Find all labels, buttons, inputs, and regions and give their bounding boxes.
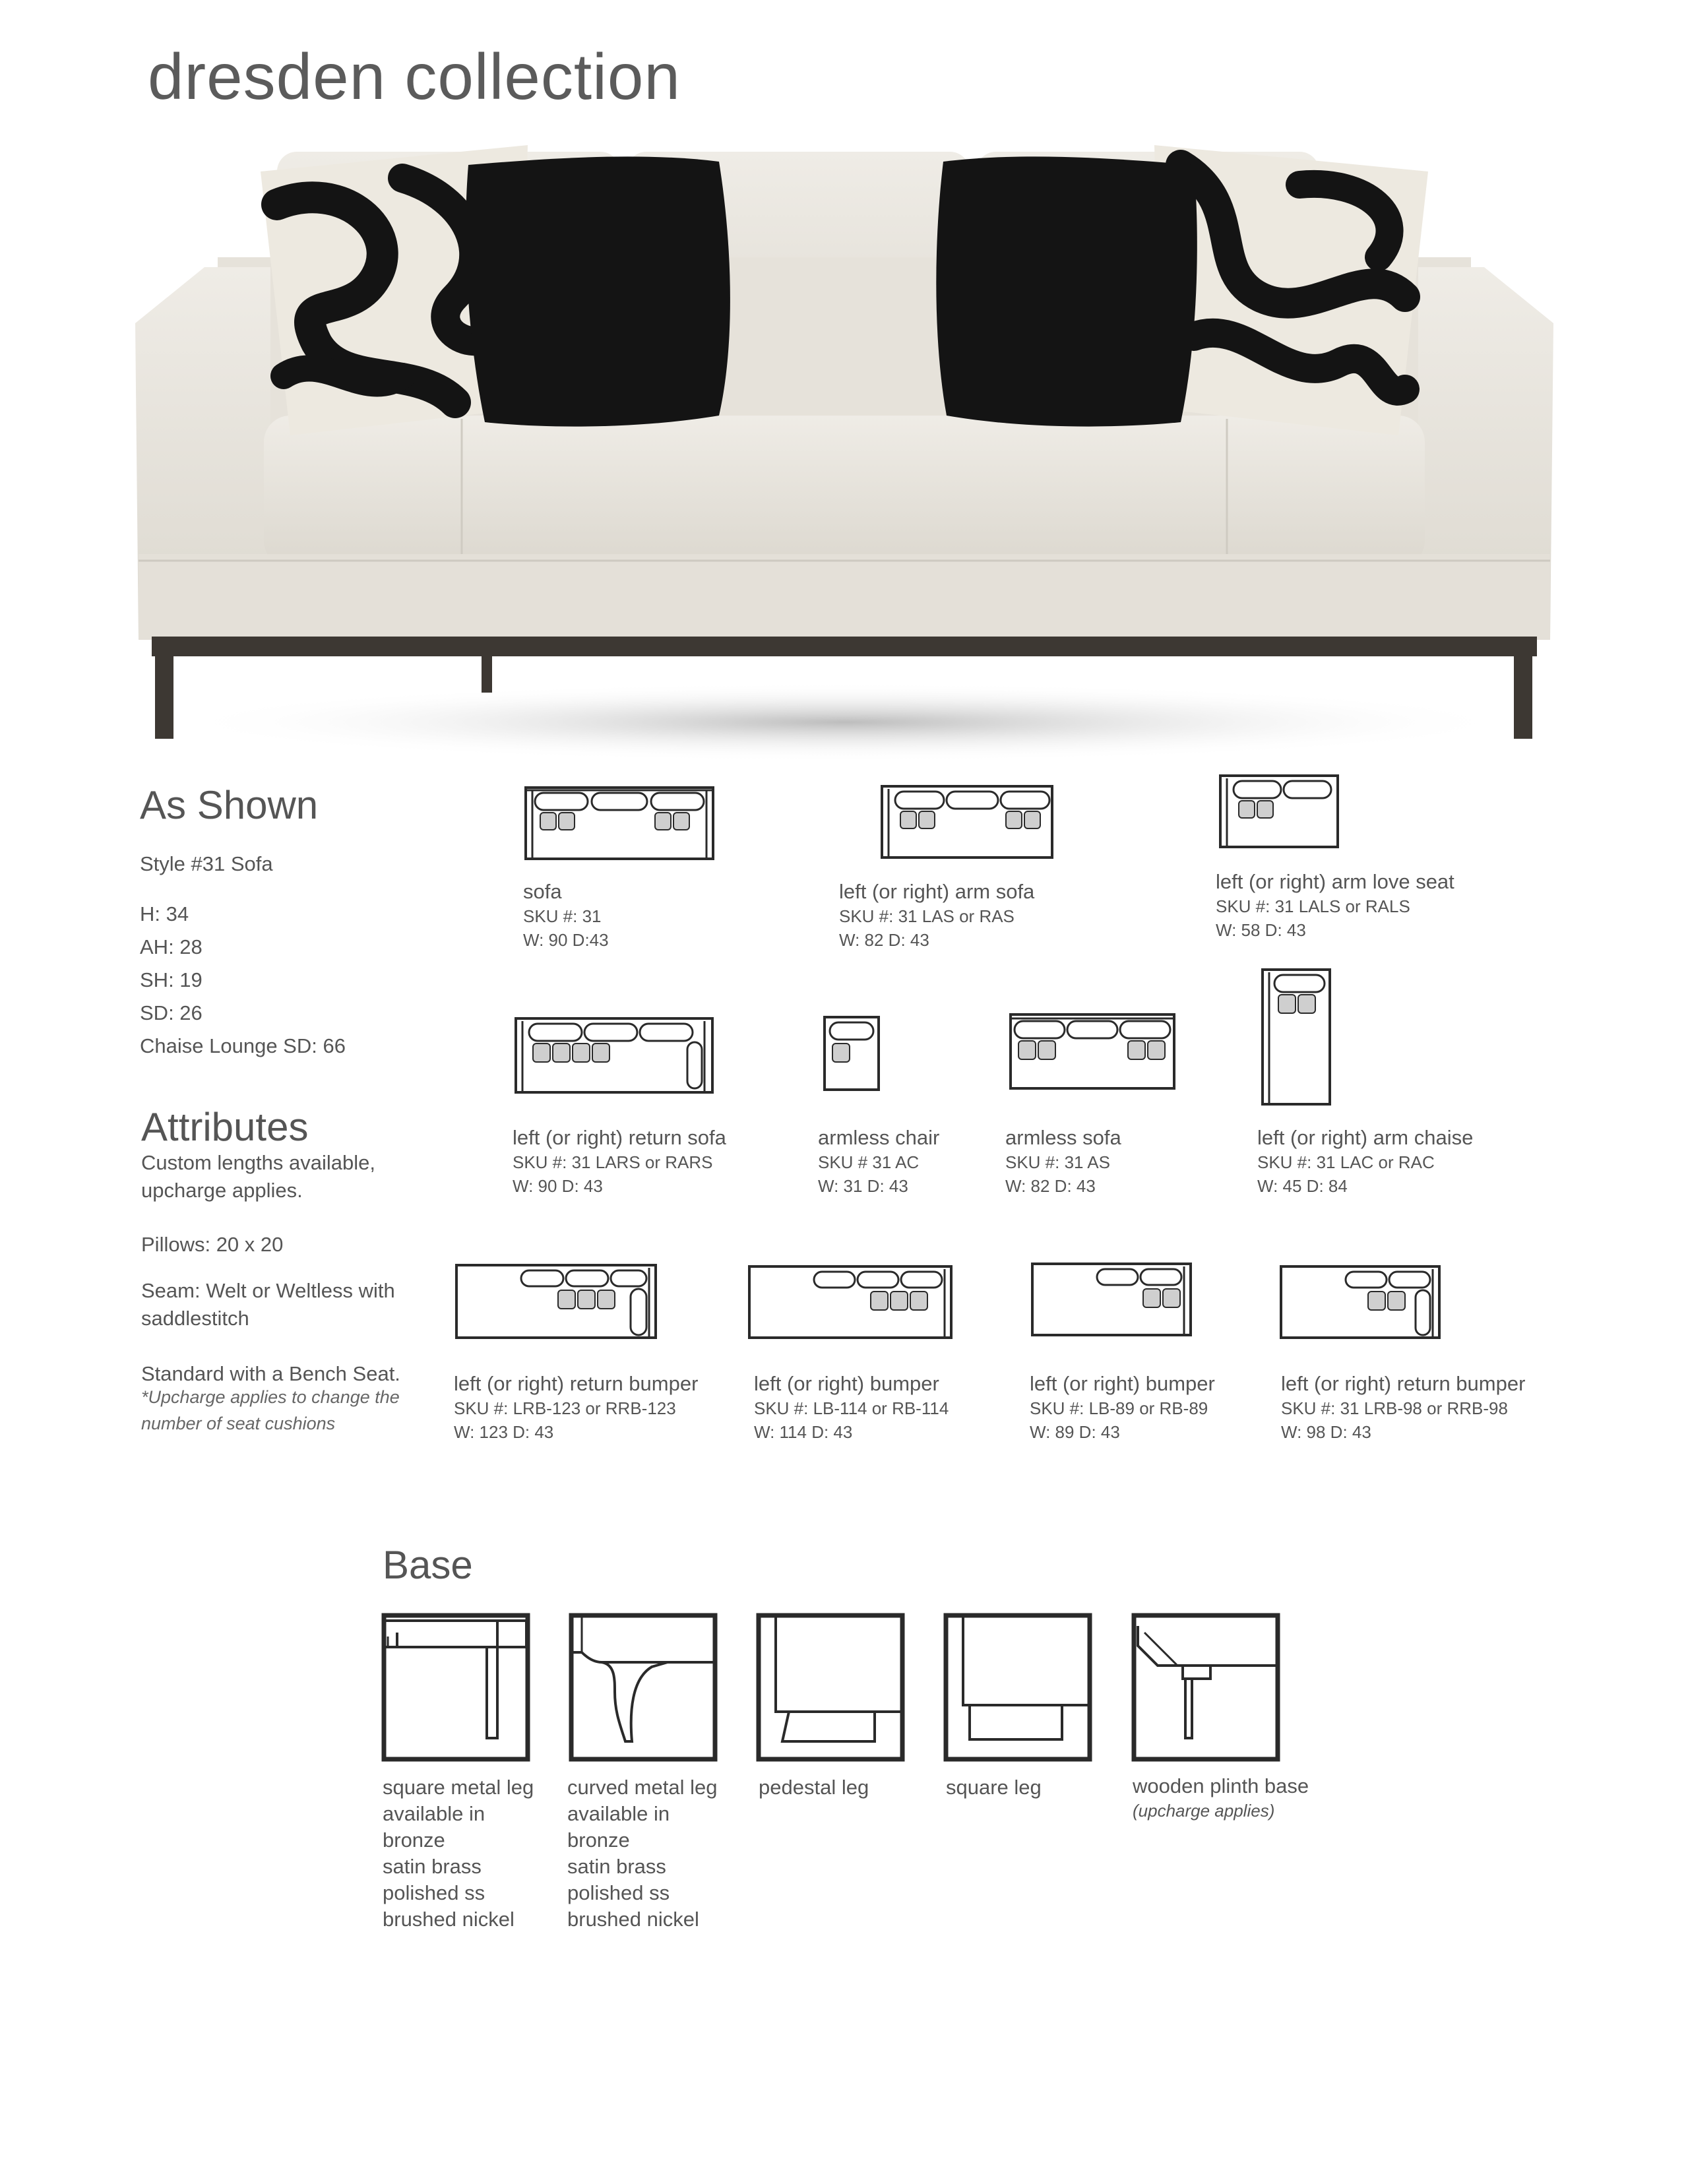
return-bumper-123-diagram: [455, 1263, 660, 1340]
config-sku: SKU #: 31 LALS or RALS: [1216, 896, 1410, 916]
config-sku: SKU # 31 AC: [818, 1152, 920, 1172]
config-name: left (or right) arm love seat: [1216, 870, 1454, 893]
config-sku: SKU #: 31 LARS or RARS: [513, 1152, 713, 1172]
config-sku: SKU #: 31 LAS or RAS: [839, 906, 1015, 926]
config-dims: W: 90 D:43: [523, 930, 609, 950]
base-option-line: bronze: [383, 1828, 445, 1852]
armless-chair-diagram: [823, 1014, 881, 1092]
config-arm-love-seat: [1216, 869, 1454, 942]
base-option-square-leg: [946, 1774, 1042, 1801]
base-option-label: square metal leg: [383, 1776, 534, 1799]
base-option-pedestal-leg: [759, 1774, 869, 1801]
config-name: armless chair: [818, 1126, 940, 1149]
square-metal-leg-icon: [381, 1613, 530, 1762]
base-option-curved-metal-leg: [567, 1774, 717, 1933]
config-dims: W: 123 D: 43: [454, 1422, 554, 1442]
arm-chaise-diagram: [1261, 967, 1332, 1107]
arm-love-seat-diagram: [1219, 773, 1341, 849]
seam-line1: Seam: Welt or Weltless with: [141, 1279, 395, 1302]
config-name: left (or right) return bumper: [454, 1372, 699, 1395]
base-option-line: polished ss: [567, 1881, 670, 1904]
config-dims: W: 89 D: 43: [1030, 1422, 1120, 1442]
armless-sofa-diagram: [1009, 1012, 1177, 1091]
measurement-list: [140, 898, 346, 1063]
config-name: left (or right) return bumper: [1281, 1372, 1526, 1395]
config-name: sofa: [523, 880, 562, 903]
config-sku: SKU #: 31 AS: [1005, 1152, 1110, 1172]
attributes-heading: Attributes: [141, 1105, 309, 1149]
config-return-bumper-123: [454, 1371, 698, 1444]
config-dims: W: 31 D: 43: [818, 1176, 908, 1196]
config-name: left (or right) bumper: [1030, 1372, 1215, 1395]
standard-seat-text: Standard with a Bench Seat.: [141, 1362, 400, 1385]
base-option-label: wooden plinth base: [1133, 1774, 1309, 1797]
config-dims: W: 82 D: 43: [839, 930, 929, 950]
config-sku: SKU #: LB-89 or RB-89: [1030, 1398, 1208, 1418]
custom-lengths-text: [141, 1149, 375, 1204]
base-option-line: brushed nickel: [567, 1908, 699, 1931]
config-name: left (or right) arm chaise: [1257, 1126, 1474, 1149]
pillows-text: Pillows: 20 x 20: [141, 1233, 284, 1256]
base-option-wooden-plinth: [1133, 1773, 1309, 1822]
config-name: left (or right) arm sofa: [839, 880, 1035, 903]
config-bumper-89: [1030, 1371, 1215, 1444]
upcharge-note: [141, 1384, 400, 1437]
base-option-label: square leg: [946, 1776, 1042, 1799]
bumper-114-diagram: [748, 1264, 954, 1340]
config-bumper-114: [754, 1371, 949, 1444]
measurement-chaise-depth: Chaise Lounge SD: 66: [140, 1034, 346, 1057]
curved-metal-leg-icon: [569, 1613, 718, 1762]
config-return-bumper-98: [1281, 1371, 1525, 1444]
config-dims: W: 45 D: 84: [1257, 1176, 1348, 1196]
base-option-line: satin brass: [567, 1855, 666, 1878]
config-name: left (or right) return sofa: [513, 1126, 726, 1149]
config-arm-chaise: [1257, 1125, 1473, 1198]
base-option-label: curved metal leg: [567, 1776, 718, 1799]
return-sofa-diagram: [515, 1016, 716, 1095]
sofa-photo: [125, 125, 1563, 772]
config-sku: SKU #: 31 LRB-98 or RRB-98: [1281, 1398, 1508, 1418]
base-option-square-metal-leg: [383, 1774, 534, 1933]
upcharge-note-line2: number of seat cushions: [141, 1414, 336, 1433]
base-option-line: available in: [567, 1802, 670, 1825]
config-sku: SKU #: 31 LAC or RAC: [1257, 1152, 1435, 1172]
config-dims: W: 98 D: 43: [1281, 1422, 1371, 1442]
base-option-line: polished ss: [383, 1881, 485, 1904]
pedestal-leg-icon: [756, 1613, 905, 1762]
measurement-arm-height: AH: 28: [140, 935, 203, 958]
config-dims: W: 90 D: 43: [513, 1176, 603, 1196]
square-leg-icon: [943, 1613, 1092, 1762]
upcharge-note-line1: *Upcharge applies to change the: [141, 1387, 400, 1407]
config-sku: SKU #: LB-114 or RB-114: [754, 1398, 949, 1418]
config-armless-chair: [818, 1125, 939, 1198]
sofa-diagram: [524, 785, 716, 861]
style-label: Style #31 Sofa: [140, 852, 273, 875]
base-option-line: brushed nickel: [383, 1908, 515, 1931]
custom-lengths-line2: upcharge applies.: [141, 1179, 303, 1202]
return-bumper-98-diagram: [1280, 1264, 1442, 1340]
config-sofa: [523, 879, 609, 952]
arm-sofa-diagram: [881, 784, 1055, 859]
base-option-line: satin brass: [383, 1855, 482, 1878]
bumper-89-diagram: [1031, 1261, 1193, 1338]
seam-line2: saddlestitch: [141, 1307, 249, 1330]
base-option-line: bronze: [567, 1828, 630, 1852]
base-option-label: pedestal leg: [759, 1776, 869, 1799]
config-name: left (or right) bumper: [754, 1372, 939, 1395]
as-shown-heading: As Shown: [140, 783, 319, 827]
custom-lengths-line1: Custom lengths available,: [141, 1151, 375, 1174]
config-name: armless sofa: [1005, 1126, 1121, 1149]
config-dims: W: 82 D: 43: [1005, 1176, 1096, 1196]
wooden-plinth-base-icon: [1131, 1613, 1280, 1762]
config-sku: SKU #: 31: [523, 906, 602, 926]
page-title: dresden collection: [148, 40, 681, 113]
config-arm-sofa: [839, 879, 1034, 952]
config-dims: W: 58 D: 43: [1216, 920, 1306, 940]
config-armless-sofa: [1005, 1125, 1121, 1198]
config-return-sofa: [513, 1125, 726, 1198]
base-heading: Base: [383, 1543, 473, 1587]
measurement-height: H: 34: [140, 902, 189, 925]
measurement-seat-height: SH: 19: [140, 968, 203, 991]
config-dims: W: 114 D: 43: [754, 1422, 853, 1442]
seam-text: [141, 1277, 395, 1332]
base-option-line: available in: [383, 1802, 485, 1825]
config-sku: SKU #: LRB-123 or RRB-123: [454, 1398, 676, 1418]
base-option-note: (upcharge applies): [1133, 1801, 1275, 1821]
measurement-seat-depth: SD: 26: [140, 1001, 203, 1024]
